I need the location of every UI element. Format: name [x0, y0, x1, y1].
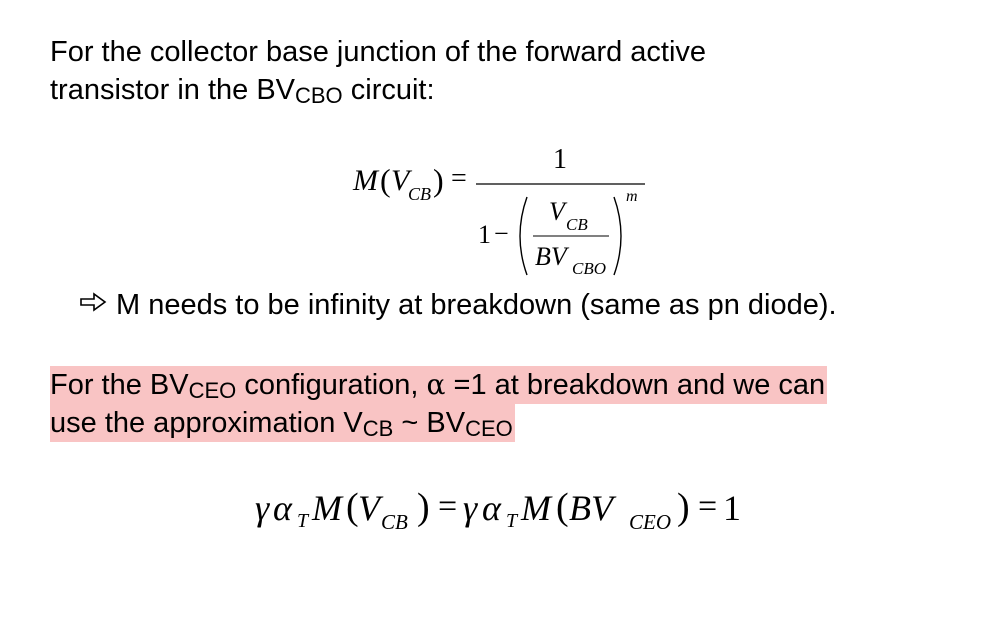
eq1-equals: =: [451, 163, 467, 194]
eq2-gamma-2: γ: [463, 488, 478, 528]
eq2-close-paren-1: ): [417, 486, 430, 528]
intro-line-1: For the collector base junction of the forward active: [50, 36, 707, 68]
eq2-open-paren-2: (: [556, 486, 569, 528]
alpha-symbol: α: [426, 368, 446, 401]
bvceo-line-2: [50, 404, 827, 442]
eq1-inner-sub-cb: CB: [566, 215, 588, 234]
multiplication-factor-equation: [0, 0, 997, 300]
eq2-one: 1: [723, 488, 741, 528]
eq2-equals-1: =: [438, 488, 458, 525]
bvceo-line-2-mid: ~ BV: [393, 407, 466, 439]
eq1-sub-cb: CB: [408, 184, 432, 204]
bvceo-subscript-ceo: CEO: [188, 378, 237, 403]
eq1-inner-V: V: [549, 197, 565, 226]
eq2-M-2: M: [521, 488, 551, 528]
eq1-open-paren: (: [380, 162, 391, 198]
eq1-M: M: [353, 164, 378, 197]
bvceo-line-2-prefix: use the approximation V: [50, 407, 363, 439]
eq2-M-1: M: [312, 488, 342, 528]
right-arrow-icon: [80, 292, 108, 312]
eq2-sub-ceo: CEO: [629, 510, 671, 534]
eq1-exponent: m: [626, 188, 638, 205]
bvceo-line-1-mid: configuration,: [236, 369, 427, 401]
eq2-sub-cb: CB: [381, 510, 408, 534]
eq2-alpha-1: α: [273, 488, 292, 528]
intro-subscript-cbo: CBO: [295, 83, 343, 108]
eq2-BV: BV: [569, 488, 613, 528]
bvceo-paragraph: [50, 366, 827, 442]
eq1-close-paren: ): [433, 162, 444, 198]
bvceo-line-1-highlight: [50, 366, 827, 404]
breakdown-note: [80, 286, 837, 324]
eq2-sub-T-2: T: [506, 510, 518, 532]
eq1-V: V: [391, 164, 410, 197]
eq1-minus: −: [494, 219, 509, 248]
bvceo-subscript-cb: CB: [362, 416, 394, 441]
eq2-V: V: [358, 488, 380, 528]
bvceo-subscript-ceo-2: CEO: [465, 416, 513, 441]
eq1-one: 1: [478, 220, 491, 249]
bvceo-line-1: [50, 366, 827, 404]
eq1-lines: [0, 0, 997, 300]
eq2-gamma-1: γ: [255, 488, 270, 528]
intro-line-2-prefix: transistor in the BV: [50, 74, 295, 106]
intro-line-2-suffix: circuit:: [342, 74, 435, 106]
eq2-close-paren-2: ): [677, 486, 690, 528]
eq1-inner-BV: BV: [535, 242, 567, 271]
breakdown-note-text: M needs to be infinity at breakdown (same as pn diode).: [116, 289, 837, 321]
eq2-open-paren-1: (: [346, 486, 359, 528]
eq2-sub-T-1: T: [297, 510, 309, 532]
eq1-inner-sub-cbo: CBO: [572, 259, 606, 278]
eq2-alpha-2: α: [482, 488, 501, 528]
bvceo-line-1-prefix: For the BV: [50, 369, 189, 401]
eq2-equals-2: =: [698, 488, 718, 525]
bvceo-line-1-suffix: =1 at breakdown and we can: [445, 369, 826, 401]
eq1-numerator: 1: [553, 144, 567, 175]
bvceo-line-2-highlight: [50, 404, 515, 442]
